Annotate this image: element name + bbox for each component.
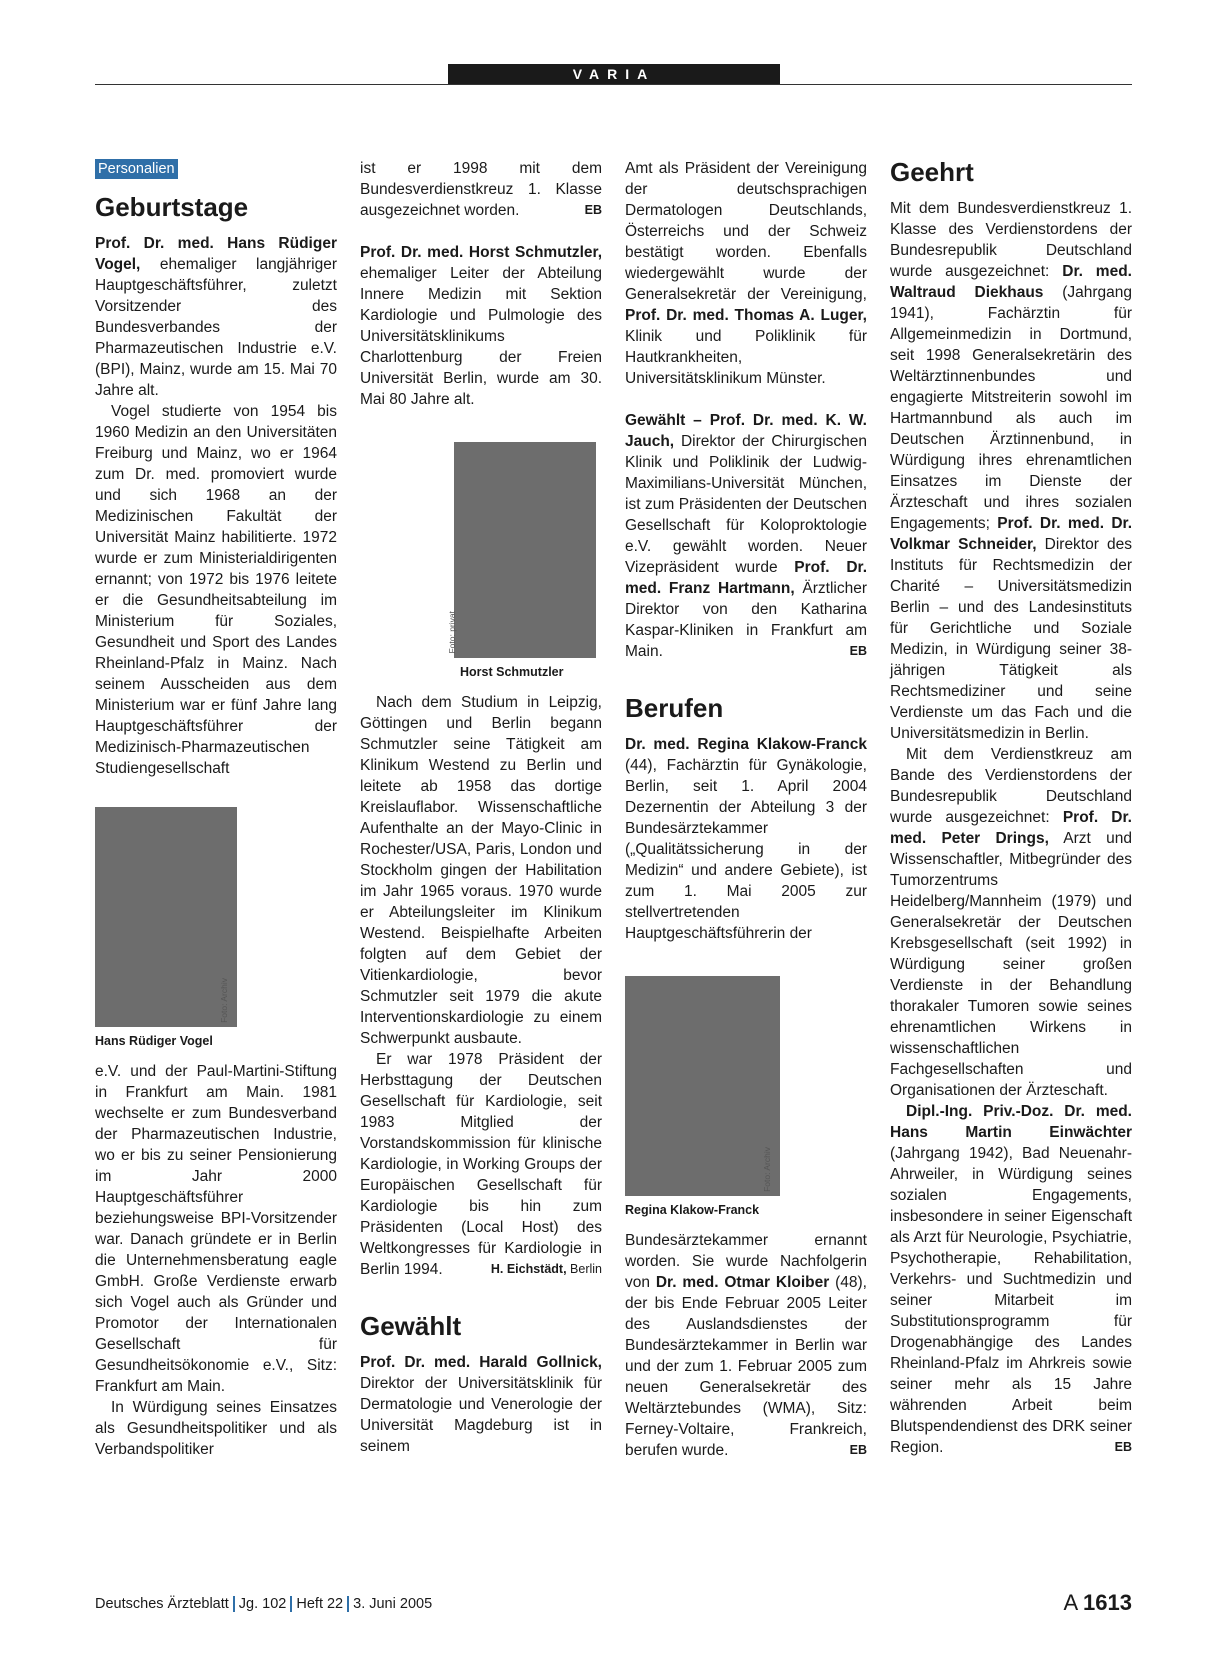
photo-credit: Foto: privat (447, 611, 457, 654)
paragraph (360, 1049, 602, 1280)
paragraph-text: Amt als Präsident der Vereinigung der deutschsprachigen Dermatologen Deutschlands, Österreichs und der Schweiz bestätigt worden. Ebenfalls wiedergewählt wurde der Generalsekretär der Vereinigung, (625, 160, 867, 303)
journal-issue: Heft 22 (296, 1596, 344, 1612)
footer-separator (290, 1596, 292, 1612)
paragraph-text: ehemaliger Leiter der Abteilung Innere Medizin mit Sektion Kardiologie und Pulmologie des Universitätsklinikums Charlottenburg der Freien Universität Berlin, wurde am 30. Mai 80 Jahre alt. (360, 265, 602, 408)
paragraph-text: (44), Fachärztin für Gynäkologie, Berlin, seit 1. April 2004 Dezernentin der Abteilung 3 der Bundesärztekammer („Qualitätssicherung in der Medizin“ und andere Gebiete), ist zum 1. Mai 2005 zur stellvertretenden Hauptgeschäftsführerin der (625, 757, 867, 942)
photo-caption: Horst Schmutzler (460, 665, 564, 679)
signature-name: H. Eichstädt, (490, 1262, 567, 1276)
person-name: Prof. Dr. med. Dr. Volkmar Schneider, (890, 515, 1132, 553)
paragraph: In Würdigung seines Einsatzes als Gesundheitspolitiker und als Verbandspolitiker (95, 1399, 337, 1458)
paragraph-text: Klinik und Poliklinik für Hautkrankheiten, Universitätsklinikum Münster. (625, 328, 867, 387)
person-name: Prof. Dr. med. Franz Hartmann, (625, 559, 867, 597)
person-name: Dipl.-Ing. Priv.-Doz. Dr. med. Hans Martin Einwächter (890, 1103, 1132, 1141)
photo-schmutzler (447, 442, 596, 658)
section-title-gewaehlt: Gewählt (360, 1311, 462, 1341)
person-name: Dr. med. Otmar Kloiber (655, 1274, 830, 1291)
paragraph-text: Direktor des Instituts für Rechtsmedizin der Charité – Universitätsmedizin Berlin – und des Landesinstituts für Gerichtliche und Soziale Medizin, in Würdigung seiner 38-jährigen Tätigkeit als Rechtsmediziner und seine Verdienste um das Fach und die Universitätsmedizin in Berlin. (890, 536, 1132, 742)
column-3 (625, 158, 867, 1461)
paragraph (360, 1352, 602, 1457)
person-name: Prof. Dr. med. Harald Gollnick, (360, 1354, 602, 1371)
person-name: Prof. Dr. med. Peter Drings, (890, 809, 1132, 847)
person-name: Prof. Dr. med. Thomas A. Luger, (625, 307, 867, 324)
section-title-geehrt: Geehrt (890, 157, 974, 187)
page-prefix: A (1063, 1590, 1077, 1615)
photo-caption: Regina Klakow-Franck (625, 1203, 760, 1217)
author-signature: EB (849, 644, 867, 658)
paragraph-text: Mit dem Bundesverdienstkreuz 1. Klasse des Verdienstordens der Bundesrepublik Deutschland wurde ausgezeichnet: (890, 200, 1132, 280)
paragraph (95, 233, 337, 401)
photo-credit: Foto: Archiv (219, 978, 229, 1023)
page-number (1063, 1590, 1132, 1616)
photo-caption: Hans Rüdiger Vogel (95, 1034, 213, 1048)
section-title-berufen: Berufen (625, 693, 724, 723)
author-signature: EB (849, 1443, 867, 1457)
person-name: Dr. med. Waltraud Diekhaus (890, 263, 1132, 301)
footer-separator (233, 1596, 235, 1612)
person-name: Prof. Dr. med. Hans Rüdiger Vogel, (95, 235, 337, 273)
paragraph (625, 1230, 867, 1461)
person-name: Dr. med. Regina Klakow-Franck (625, 736, 867, 753)
column-4 (890, 156, 1132, 1458)
paragraph (890, 1101, 1132, 1458)
column-2 (360, 158, 602, 1457)
paragraph-text: Er war 1978 Präsident der Herbsttagung der Deutschen Gesellschaft für Kardiologie, seit 1983 Mitglied der Vorstandskommission für klinische Kardiologie, in Working Groups der Europäischen Gesellschaft für Kardiologie bis hin zum Präsidenten (Local Host) des Weltkongresses für Kardiologie in Berlin 1994. (360, 1051, 602, 1278)
journal-volume: Jg. 102 (238, 1596, 287, 1612)
paragraph-text: Bundesärztekammer ernannt worden. Sie wurde Nachfolgerin von (625, 1232, 867, 1291)
paragraph-text: Direktor der Universitätsklinik für Dermatologie und Venerologie der Universität Magdeburg ist in seinem (360, 1375, 602, 1455)
paragraph-text: (Jahrgang 1941), Fachärztin für Allgemeinmedizin in Dortmund, seit 1998 Generalsekretärin des Weltärztinnenbundes und engagierte Mitstreiterin sowohl im Hartmannbund als auch im Deutschen Ärztinnenbund, in Würdigung ihres ehrenamtlichen Einsatzes im Dienste der Ärzteschaft und ihres sozialen Engagements; (890, 284, 1132, 532)
paragraph (625, 158, 867, 389)
paragraph-text: Direktor der Chirurgischen Klinik und Poliklinik der Ludwig-Maximilians-Universität München, ist zum Präsidenten der Deutschen Gesellschaft für Koloproktologie e.V. gewählt worden. Neuer Vizepräsident wurde (625, 433, 867, 576)
paragraph (360, 242, 602, 410)
paragraph (890, 744, 1132, 1101)
paragraph (360, 158, 602, 221)
section-title-geburtstage: Geburtstage (95, 192, 249, 222)
paragraph: e.V. und der Paul-Martini-Stiftung in Frankfurt am Main. 1981 wechselte er zum Bundesverband der Pharmazeutischen Industrie, wo er bis zu seiner Pensionierung im Jahr 2000 Hauptgeschäftsführer beziehungsweise BPI-Vorsitzender war. Danach gründete er in Berlin die Unternehmensberatung eagle GmbH. Große Verdienste erwarb sich Vogel auch als Gründer und Promotor der Internationalen Gesellschaft für Gesundheitsökonomie e.V., Sitz: Frankfurt am Main. (95, 1063, 337, 1395)
paragraph: Vogel studierte von 1954 bis 1960 Medizin an den Universitäten Freiburg und Mainz, wo er 1964 zum Dr. med. promoviert wurde und sich 1968 an der Medizinischen Fakultät der Universität Mainz habilitierte. 1972 wurde er zum Ministerialdirigenten ernannt; von 1972 bis 1976 leitete er die Gesundheitsabteilung im Ministerium für Soziales, Gesundheit und Sport des Landes Rheinland-Pfalz in Mainz. Nach seinem Ausscheiden aus dem Ministerium war er fünf Jahre lang Hauptgeschäftsführer der Medizinisch-Pharmazeutischen Studiengesellschaft (95, 403, 337, 777)
paragraph-text: ehemaliger langjähriger Hauptgeschäftsführer, zuletzt Vorsitzender des Bundesverbandes der Pharmazeutischen Industrie e.V. (BPI), Mainz, wurde am 15. Mai 70 Jahre alt. (95, 256, 337, 399)
author-signature (475, 1259, 602, 1280)
paragraph (625, 410, 867, 662)
page-number-value: 1613 (1083, 1590, 1132, 1615)
paragraph-text: Arzt und Wissenschaftler, Mitbegründer des Tumorzentrums Heidelberg/Mannheim (1979) und Generalsekretär der Deutschen Krebsgesellschaft (seit 1992) in Würdigung seiner großen Verdienste in der Behandlung thorakaler Tumoren sowie seines ehrenamtlichen Wirkens in wissenschaftlichen Fachgesellschaften und Organisationen der Ärzteschaft. (890, 830, 1132, 1099)
paragraph-text: (Jahrgang 1942), Bad Neuenahr-Ahrweiler, in Würdigung seines sozialen Engagements, insbesondere in seiner Eigenschaft als Arzt für Neurologie, Psychiatrie, Psychotherapie, Rehabilitation, Verkehrs- und Suchtmedizin und seiner Mitarbeit im Substitutionsprogramm für Drogenabhängige des Landes Rheinland-Pfalz im Ahrkreis sowie seiner mehr als 15 Jahre währenden Arbeit beim Blutspendendienst des DRK seiner Region. (890, 1145, 1132, 1456)
column-1 (95, 158, 337, 1460)
journal-date: 3. Juni 2005 (353, 1596, 433, 1612)
photo-vogel (95, 807, 237, 1027)
person-name: Gewählt – Prof. Dr. med. K. W. Jauch, (625, 412, 867, 450)
paragraph-text: ist er 1998 mit dem Bundesverdienstkreuz 1. Klasse ausgezeichnet worden. (360, 160, 602, 219)
section-header: VARIA (448, 64, 780, 85)
header-rule (95, 84, 1132, 85)
paragraph: Nach dem Studium in Leipzig, Göttingen und Berlin begann Schmutzler seine Tätigkeit am Klinikum Westend zu Berlin und leitete ab 1958 das dortige Kreislauflabor. Wissenschaftliche Aufenthalte an der Mayo-Clinic in Rochester/USA, Paris, London und Stockholm gingen der Habilitation im Jahr 1965 voraus. 1970 wurde er Abteilungsleiter im Klinikum Westend. Beispielhafte Arbeiten folgten auf dem Gebiet der Vitienkardiologie, bevor Schmutzler seit 1979 die akute Interventionskardiologie zu einem Schwerpunkt ausbaute. (360, 694, 602, 1047)
photo-klakow-franck (625, 976, 780, 1196)
paragraph (890, 198, 1132, 744)
journal-name: Deutsches Ärzteblatt (95, 1596, 229, 1612)
paragraph-text: Mit dem Verdienstkreuz am Bande des Verdienstordens der Bundesrepublik Deutschland wurde ausgezeichnet: (890, 746, 1132, 826)
person-name: Prof. Dr. med. Horst Schmutzler, (360, 244, 602, 261)
footer-separator (347, 1596, 349, 1612)
signature-place: Berlin (566, 1262, 602, 1276)
author-signature: EB (1114, 1440, 1132, 1454)
paragraph (625, 734, 867, 944)
author-signature: EB (584, 203, 602, 217)
page-footer (95, 1596, 432, 1612)
paragraph-text: Ärztlicher Direktor von den Katharina Kaspar-Kliniken in Frankfurt am Main. (625, 580, 867, 660)
section-label: Personalien (95, 159, 178, 179)
paragraph-text: (48), der bis Ende Februar 2005 Leiter des Auslandsdienstes der Bundesärztekammer in Berlin war und der zum 1. Februar 2005 zum neuen Generalsekretär des Weltärztebundes (WMA), Sitz: Ferney-Voltaire, Frankreich, berufen wurde. (625, 1274, 867, 1459)
photo-credit: Foto: Archiv (762, 1147, 772, 1192)
